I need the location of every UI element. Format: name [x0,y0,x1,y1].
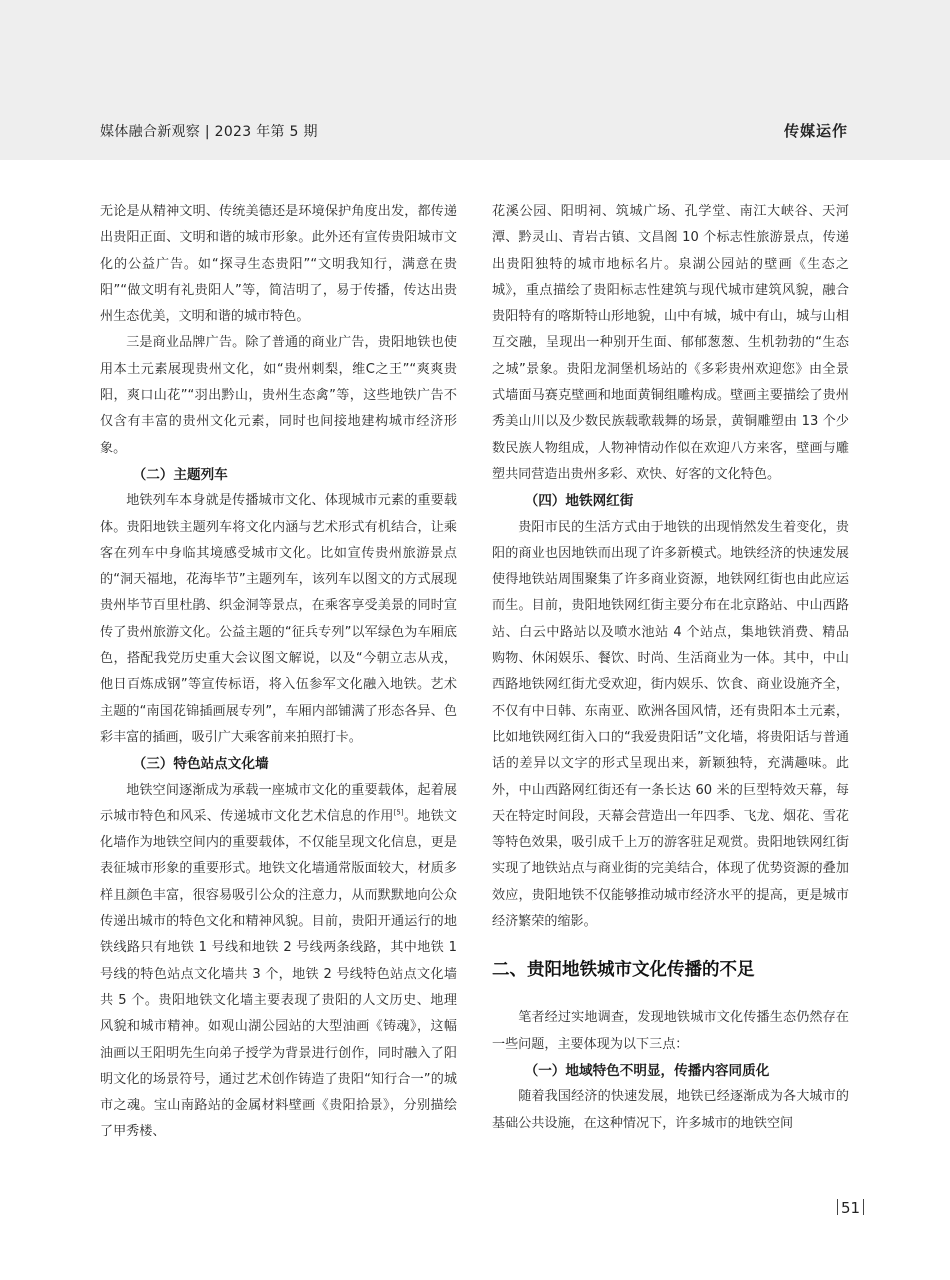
citation-ref: [5] [393,808,404,817]
journal-title: 媒体融合新观察 | 2023 年第 5 期 [100,124,318,140]
left-column [100,199,457,1146]
divider [863,1199,864,1215]
paragraph: 花溪公园、阳明祠、筑城广场、孔学堂、南江大峡谷、天河潭、黔灵山、青岩古镇、文昌阁 10 个标志性旅游景点，传递出贵阳独特的城市地标名片。泉湖公园站的壁画《生态之城》，重点描绘了贵阳标志性建筑与现代城市建筑风貌，融合贵阳特有的喀斯特山形地貌，山中有城，城中有山，城与山相互交融，呈现出一种别开生面、郁郁葱葱、生机勃勃的“生态之城”景象。贵阳龙洞堡机场站的《多彩贵州欢迎您》由全景式墙面马赛克壁画和地面黄铜组雕构成。壁画主要描绘了贵州秀美山川以及少数民族载歌载舞的场景，黄铜雕塑由 13 个少数民族人物组成，人物神情动作似在欢迎八方来客，壁画与雕塑共同营造出贵州多彩、欢快、好客的文化特色。 [492,204,849,482]
section-title: 传媒运作 [783,122,848,140]
paragraph-text: 地铁空间逐渐成为承载一座城市文化的重要载体，起着展示城市特色和风采、传递城市文化艺术信息的作用 [100,782,457,824]
page-number-text: 51 [841,1199,861,1217]
paragraph [100,778,457,1146]
paragraph: 地铁列车本身就是传播城市文化、体现城市元素的重要载体。贵阳地铁主题列车将文化内涵与艺术形式有机结合，让乘客在列车中身临其境感受城市文化。比如宣传贵州旅游景点的“洞天福地，花海毕节”主题列车，该列车以图文的方式展现贵州毕节百里杜鹃、织金洞等景点，在乘客享受美景的同时宣传了贵州旅游文化。公益主题的“征兵专列”以军绿色为车厢底色，搭配我党历史重大会议图文解说，以及“今朝立志从戎，他日百炼成钢”等宣传标语，将入伍参军文化融入地铁。艺术主题的“南国花锦插画展专列”，车厢内部铺满了形态各异、色彩丰富的插画，吸引广大乘客前来拍照打卡。 [100,493,457,745]
subsection-heading: （二）主题列车 [132,466,228,483]
paragraph: 三是商业品牌广告。除了普通的商业广告，贵阳地铁也使用本土元素展现贵州文化，如“贵州刺梨，维C之王”“爽爽贵阳，爽口山花”“羽出黔山，贵州生态禽”等，这些地铁广告不仅含有丰富的贵州文化元素，同时也间接地建构城市经济形象。 [100,335,457,456]
subsection-heading: （三）特色站点文化墙 [132,756,269,773]
page-header [0,0,950,160]
divider [837,1199,838,1215]
paragraph: 笔者经过实地调查，发现地铁城市文化传播生态仍然存在一些问题，主要体现为以下三点： [492,1010,849,1052]
right-column [492,199,849,1137]
section-heading: 二、贵阳地铁城市文化传播的不足 [492,960,755,981]
page-number [834,1199,867,1217]
paragraph: 贵阳市民的生活方式由于地铁的出现悄然发生着变化，贵阳的商业也因地铁而出现了许多新模式。地铁经济的快速发展使得地铁站周围聚集了许多商业资源，地铁网红街也由此应运而生。目前，贵阳地铁网红街主要分布在北京路站、中山西路站、白云中路站以及喷水池站 4 个站点，集地铁消费、精品购物、休闲娱乐、餐饮、时尚、生活商业为一体。其中，中山西路地铁网红街尤受欢迎，街内娱乐、饮食、商业设施齐全，不仅有中日韩、东南亚、欧洲各国风情，还有贵阳本土元素，比如地铁网红街入口的“我爱贵阳话”文化墙，将贵阳话与普通话的差异以文字的形式呈现出来，新颖独特，充满趣味。此外，中山西路网红街还有一条长达 60 米的巨型特效天幕，每天在特定时间段，天幕会营造出一年四季、飞龙、烟花、雪花等特色效果，吸引成千上万的游客驻足观赏。贵阳地铁网红街实现了地铁站点与商业街的完美结合，体现了优势资源的叠加效应，贵阳地铁不仅能够推动城市经济水平的提高，更是城市经济繁荣的缩影。 [492,519,849,930]
subsection-heading: （四）地铁网红街 [524,493,634,510]
paragraph-text: 。地铁文化墙作为地铁空间内的重要载体，不仅能呈现文化信息，更是表征城市形象的重要形式。地铁文化墙通常版面较大，材质多样且颜色丰富，很容易吸引公众的注意力，从而默默地向公众传递出城市的特色文化和精神风貌。目前，贵阳开通运行的地铁线路只有地铁 1 号线和地铁 2 号线两条线路，其中地铁 1 号线的特色站点文化墙共 3 个，地铁 2 号线特色站点文化墙共 5 个。贵阳地铁文化墙主要表现了贵阳的人文历史、地理风貌和城市精神。如观山湖公园站的大型油画《铸魂》，这幅油画以王阳明先生向弟子授学为背景进行创作，同时融入了阳明文化的场景符号，通过艺术创作铸造了贵阳“知行合一”的城市之魂。宝山南路站的金属材料壁画《贵阳拾景》，分别描绘了甲秀楼、 [100,808,458,1140]
subsection-heading: （一）地域特色不明显，传播内容同质化 [524,1062,770,1079]
paragraph: 随着我国经济的快速发展，地铁已经逐渐成为各大城市的基础公共设施，在这种情况下，许多城市的地铁空间 [492,1089,849,1131]
paragraph: 无论是从精神文明、传统美德还是环境保护角度出发，都传递出贵阳正面、文明和谐的城市形象。此外还有宣传贵阳城市文化的公益广告。如“探寻生态贵阳”“文明我知行，满意在贵阳”“做文明有礼贵阳人”等，简洁明了，易于传播，传达出贵州生态优美，文明和谐的城市特色。 [100,204,457,325]
